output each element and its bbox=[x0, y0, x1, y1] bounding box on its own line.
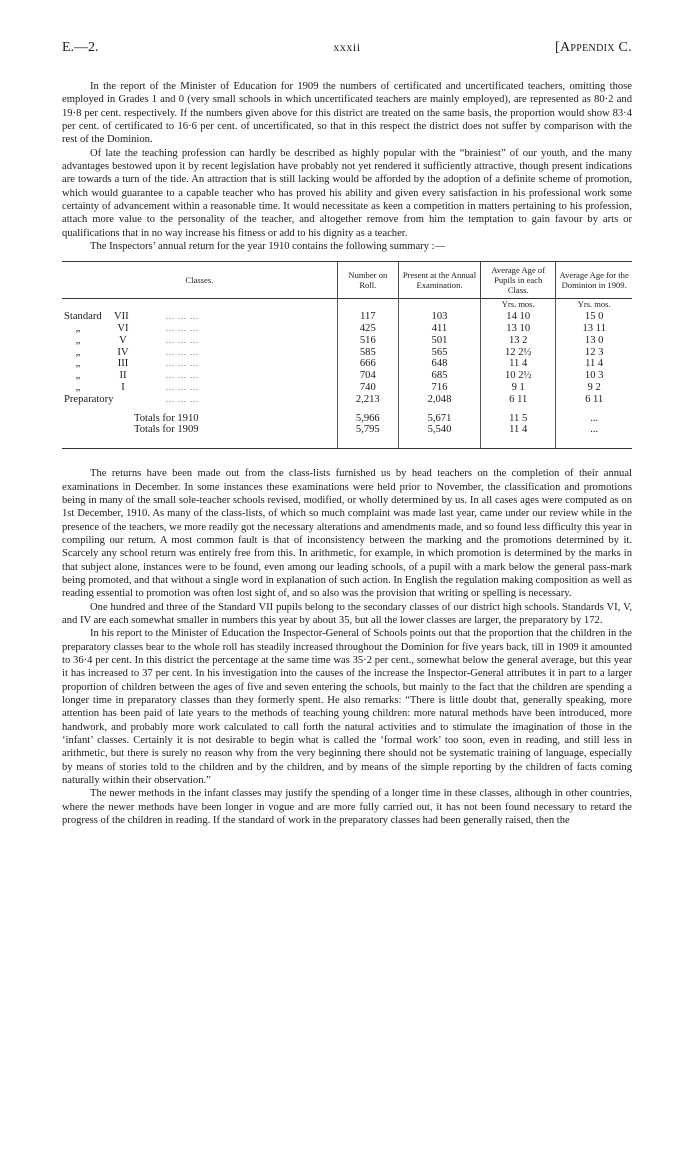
dominion-age-value: 9 2 bbox=[556, 382, 632, 394]
summary-table bbox=[62, 261, 632, 449]
dominion-age-value: ... bbox=[556, 413, 632, 425]
paragraph: Of late the teaching profession can hardly be described as highly popular with the “brainiest” of our youth, and the many advantages bestowed upon it by recent legislation have probably not yet rendered it sufficiently attractive, though present indications are towards a turn of the tide. An attraction that is still lacking would be afforded by the adoption of a definite scheme of promotion, which would guarantee to a capable teacher who has proved his ability and given every satisfaction in his professional work some certainty of advancement within a reasonable time. It would necessitate as keen a competition in matters pertaining to his profession, attach more value to the personality of the teacher, and altogether remove from him the temptation to gain favour by arts or qualifications that in no way increase his fitness or add to his dignity as a teacher. bbox=[62, 147, 632, 239]
present-value: 103 bbox=[398, 311, 480, 323]
present-value: 411 bbox=[398, 323, 480, 335]
column-header-average-age-dominion: Average Age for the Dominion in 1909. bbox=[556, 262, 632, 299]
leader-dots: ... ... ... bbox=[166, 324, 199, 334]
ditto-mark: „ bbox=[75, 323, 81, 335]
average-age-value: 13 10 bbox=[481, 323, 556, 335]
page-header bbox=[62, 40, 632, 60]
table-row bbox=[62, 323, 632, 335]
class-numeral: VII bbox=[114, 311, 129, 323]
average-age-value: 12 2½ bbox=[481, 347, 556, 359]
class-numeral: IV bbox=[117, 346, 129, 358]
table-row bbox=[62, 335, 632, 347]
class-numeral: VI bbox=[117, 323, 129, 335]
intro-text bbox=[62, 80, 632, 253]
paragraph: The newer methods in the infant classes may justify the spending of a longer time in these classes, although in other countries, where the newer methods have been longer in vogue and are more fully carried out, it has not been found necessary to retard the progress of the children in reading. If the standard of work in the preparatory classes had been generally raised, then the bbox=[62, 788, 632, 827]
present-value: 648 bbox=[398, 358, 480, 370]
header-page-number: xxxii bbox=[333, 40, 361, 54]
leader-dots: ... ... ... bbox=[166, 394, 199, 404]
table-header-row bbox=[62, 262, 632, 299]
paragraph: In the report of the Minister of Education for 1909 the numbers of certificated and uncertificated teachers, omitting those employed in Grades 1 and 0 (very small schools in which uncertificated teachers are mainly employed), are represented as 80·2 and 19·8 per cent. respectively. If the numbers given above for this district are treated on the same basis, the proportion would show 83·4 per cent. of certificated to 16·6 per cent. of uncertificated, so that in this respect the district does not suffer by comparison with the rest of the Dominion. bbox=[62, 81, 632, 146]
class-numeral: II bbox=[119, 370, 127, 382]
leader-dots: ... ... ... bbox=[166, 371, 199, 381]
totals-label: Totals for 1910 bbox=[134, 412, 199, 424]
dominion-age-value: 15 0 bbox=[556, 311, 632, 323]
table-row bbox=[62, 347, 632, 359]
present-value: 2,048 bbox=[398, 394, 480, 406]
roll-value: 5,795 bbox=[337, 424, 398, 436]
table-row bbox=[62, 394, 632, 406]
table-row bbox=[62, 382, 632, 394]
present-value: 501 bbox=[398, 335, 480, 347]
average-age-value: 11 5 bbox=[481, 413, 556, 425]
roll-value: 740 bbox=[337, 382, 398, 394]
dominion-age-value: 11 4 bbox=[556, 358, 632, 370]
leader-dots: ... ... ... bbox=[166, 312, 199, 322]
roll-value: 704 bbox=[337, 370, 398, 382]
present-value: 5,671 bbox=[398, 413, 480, 425]
leader-dots: ... ... ... bbox=[166, 359, 199, 369]
header-appendix-label: [Appendix C. bbox=[555, 40, 632, 55]
average-age-value: 11 4 bbox=[481, 358, 556, 370]
totals-row bbox=[62, 424, 632, 436]
present-value: 685 bbox=[398, 370, 480, 382]
paragraph: In his report to the Minister of Education the Inspector-General of Schools points out that the proportion that the children in the preparatory classes bear to the whole roll has steadily increased throughout the Dominion for five years back, till in 1909 it amounted to 36·4 per cent. In this district the percentage at the same time was 35·2 per cent., somewhat below the general average, but this year it has increased to 37 per cent. In his investigation into the causes of the increase the Inspector-General attributes it in part to a larger proportion of children between the ages of five and seven entering the schools, but mainly to the fact that the children are spending a longer time in preparatory classes than they formerly spent. He also remarks: “There is little doubt that, generally speaking, more attention has been paid of late years to the methods of teaching young children: more natural methods have been introduced, more handwork, and probably more work calculated to call forth the natural activities and to stimulate the imagination of those in the ‘infant’ classes. Certainly it is not desirable to begin what is called the ‘formal work’ too soon, even in reading, and still less in arithmetic, but there is surely no reason why from the very beginning there should not be systematic training of language, especially by means of stories told to the children and by the children, and by means of the simple reporting by the children of facts coming naturally within their observation.” bbox=[62, 628, 632, 787]
body-text bbox=[62, 467, 632, 827]
table-row bbox=[62, 358, 632, 370]
class-label: Standard bbox=[64, 311, 102, 323]
table-row bbox=[62, 311, 632, 323]
document-page bbox=[62, 40, 632, 828]
column-header-average-age-pupils: Average Age of Pupils in each Class. bbox=[481, 262, 556, 299]
totals-row bbox=[62, 413, 632, 425]
present-value: 5,540 bbox=[398, 424, 480, 436]
class-numeral: V bbox=[119, 334, 127, 346]
roll-value: 2,213 bbox=[337, 394, 398, 406]
leader-dots: ... ... ... bbox=[166, 347, 199, 357]
column-header-roll: Number on Roll. bbox=[337, 262, 398, 299]
average-age-value: 10 2½ bbox=[481, 370, 556, 382]
units-label: Yrs. mos. bbox=[556, 299, 632, 311]
dominion-age-value: 13 11 bbox=[556, 323, 632, 335]
dominion-age-value: 13 0 bbox=[556, 335, 632, 347]
units-label: Yrs. mos. bbox=[481, 299, 556, 311]
present-value: 565 bbox=[398, 347, 480, 359]
roll-value: 516 bbox=[337, 335, 398, 347]
average-age-value: 14 10 bbox=[481, 311, 556, 323]
class-label: Preparatory bbox=[64, 393, 114, 405]
dominion-age-value: ... bbox=[556, 424, 632, 436]
roll-value: 5,966 bbox=[337, 413, 398, 425]
roll-value: 666 bbox=[337, 358, 398, 370]
header-document-code: E.—2. bbox=[62, 40, 99, 55]
average-age-value: 9 1 bbox=[481, 382, 556, 394]
average-age-value: 13 2 bbox=[481, 335, 556, 347]
ditto-mark: „ bbox=[75, 358, 81, 370]
class-numeral: III bbox=[117, 358, 129, 370]
dominion-age-value: 12 3 bbox=[556, 347, 632, 359]
average-age-value: 11 4 bbox=[481, 424, 556, 436]
leader-dots: ... ... ... bbox=[166, 383, 199, 393]
ditto-mark: „ bbox=[75, 382, 81, 394]
column-header-classes: Classes. bbox=[62, 262, 337, 299]
dominion-age-value: 6 11 bbox=[556, 394, 632, 406]
table-row bbox=[62, 370, 632, 382]
paragraph: The Inspectors’ annual return for the year 1910 contains the following summary :— bbox=[90, 241, 446, 253]
paragraph: One hundred and three of the Standard VII pupils belong to the secondary classes of our district high schools. Standards VI, V, and IV are each somewhat smaller in numbers this year by about 35, but all the lower classes are larger, the preparatory by 172. bbox=[62, 601, 632, 627]
totals-label: Totals for 1909 bbox=[134, 424, 199, 436]
dominion-age-value: 10 3 bbox=[556, 370, 632, 382]
roll-value: 425 bbox=[337, 323, 398, 335]
ditto-mark: „ bbox=[75, 346, 81, 358]
leader-dots: ... ... ... bbox=[166, 335, 199, 345]
roll-value: 117 bbox=[337, 311, 398, 323]
present-value: 716 bbox=[398, 382, 480, 394]
class-numeral: I bbox=[121, 382, 125, 394]
ditto-mark: „ bbox=[75, 370, 81, 382]
average-age-value: 6 11 bbox=[481, 394, 556, 406]
paragraph: The returns have been made out from the class-lists furnished us by head teachers on the completion of their annual examinations in December. In some instances these examinations were held prior to November, the classification and promotions being in many of the small sole-teacher schools revised, modified, or wholly determined by us. In all cases ages were computed as on 1st December, 1910. As many of the class-lists, of which so much complaint was made last year, came under our review while in the presence of the teachers, we more readily got the necessary alterations and amendments made, and so found less difficulty this year in compiling our return. A most common fault is that of inconsistency between the marking and the promotions determined by it. Scarcely any school return was entirely free from this. In arithmetic, for example, in which promotion is determined by the marks in that subject alone, instances were to be found, even among our leading schools, of a pupil with a mark below the general pass-mark being promoted, and that without a single word in explanation of such action. In English the regulation making composition as well as reading essential to promotion was often lost sight of, and so also was the provision that writing or spelling is necessary. bbox=[62, 468, 632, 600]
column-header-present: Present at the Annual Examination. bbox=[398, 262, 480, 299]
ditto-mark: „ bbox=[75, 334, 81, 346]
units-row bbox=[62, 299, 632, 311]
roll-value: 585 bbox=[337, 347, 398, 359]
